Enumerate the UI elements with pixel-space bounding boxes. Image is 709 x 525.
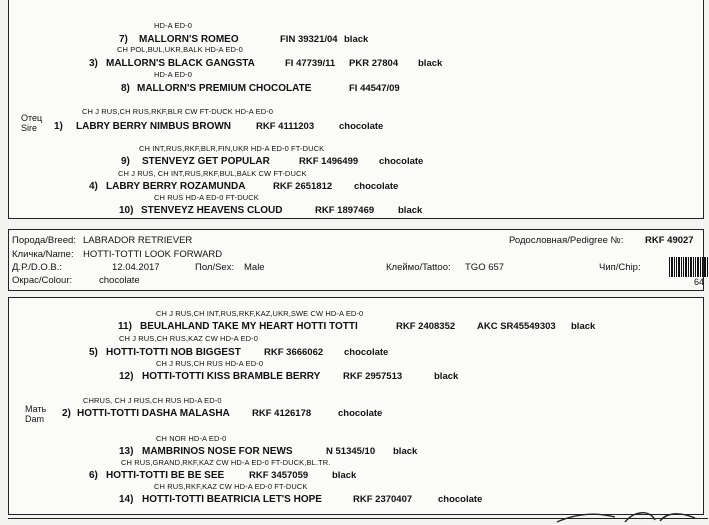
ancestor-14-reg: RKF 2370407 [353, 494, 413, 505]
ancestor-3-color: black [418, 58, 443, 69]
dam-label: Мать Dam [25, 404, 47, 424]
ancestor-11-color: black [571, 321, 596, 332]
ancestor-2-titles: CHRUS, CH J RUS,CH RUS HD-A ED-0 [83, 396, 222, 405]
ancestor-10-name: STENVEYZ HEAVENS CLOUD [141, 205, 283, 216]
name-label: Кличка/Name: [12, 249, 74, 260]
ancestor-2-num: 2) [62, 408, 71, 419]
colour-value: chocolate [99, 275, 140, 286]
ancestor-14-titles: CH RUS,RKF,KAZ CW HD-A ED-0 FT-DUCK [154, 482, 308, 491]
ancestor-1-name: LABRY BERRY NIMBUS BROWN [76, 121, 232, 132]
pedigree-label: Родословная/Pedigree №: [509, 235, 624, 246]
ancestor-12-num: 12) [119, 371, 134, 382]
ancestor-7-num: 7) [119, 34, 128, 45]
ancestor-6-titles: CH RUS,GRAND,RKF,KAZ CW HD-A ED-0 FT-DUCK,BL.TR. [121, 458, 331, 467]
ancestor-13-name: MAMBRINOS NOSE FOR NEWS [142, 446, 293, 457]
dob-value: 12.04.2017 [112, 262, 160, 273]
ancestor-13-reg: N 51345/10 [326, 446, 376, 457]
ancestor-10-num: 10) [119, 205, 134, 216]
ancestor-11-num: 11) [118, 321, 132, 332]
ancestor-6-num: 6) [89, 470, 98, 481]
ancestor-12-name: HOTTI-TOTTI KISS BRAMBLE BERRY [142, 371, 321, 382]
name-value: HOTTI-TOTTI LOOK FORWARD [83, 249, 223, 260]
dog-info-section [8, 229, 704, 291]
ancestor-7-titles: HD-A ED-0 [154, 21, 192, 30]
ancestor-6-color: black [332, 470, 357, 481]
ancestor-3-titles: CH POL,BUL,UKR,BALK HD-A ED-0 [117, 45, 243, 54]
pedigree-number: RKF 49027 [645, 235, 694, 246]
ancestor-4-titles: CH J RUS, CH INT,RUS,RKF,BUL,BALK CW FT-DUCK [118, 169, 307, 178]
ancestor-14-color: chocolate [438, 494, 483, 505]
ancestor-12-titles: CH J RUS,CH RUS HD-A ED-0 [156, 359, 264, 368]
ancestor-4-color: chocolate [354, 181, 399, 192]
ancestor-11-titles: CH J RUS,CH INT,RUS,RKF,KAZ,UKR,SWE CW HD-A ED-0 [156, 309, 364, 318]
ancestor-1-reg: RKF 4111203 [256, 121, 315, 132]
colour-label: Окрас/Colour: [12, 275, 73, 286]
ancestor-8-titles: HD-A ED-0 [154, 70, 192, 79]
ancestor-14-name: HOTTI-TOTTI BEATRICIA LET'S HOPE [142, 494, 322, 505]
ancestor-14-num: 14) [119, 494, 134, 505]
tattoo-label: Клеймо/Tattoo: [386, 262, 451, 273]
ancestor-11-name: BEULAHLAND TAKE MY HEART HOTTI TOTTI [140, 321, 358, 332]
ancestor-13-color: black [393, 446, 418, 457]
ancestor-9-num: 9) [121, 156, 130, 167]
breed-label: Порода/Breed: [12, 235, 76, 246]
ancestor-6-name: HOTTI-TOTTI BE BE SEE [106, 470, 225, 481]
ancestor-9-titles: CH INT,RUS,RKF,BLR,FIN,UKR HD-A ED-0 FT-DUCK [139, 144, 325, 153]
ancestor-6-reg: RKF 3457059 [249, 470, 309, 481]
dob-label: Д.Р./D.O.B.: [12, 262, 63, 273]
ancestor-7-reg: FIN 39321/04 [280, 34, 338, 45]
ancestor-5-name: HOTTI-TOTTI NOB BIGGEST [106, 347, 241, 358]
sex-label: Пол/Sex: [195, 262, 235, 273]
ancestor-4-reg: RKF 2651812 [273, 181, 333, 192]
ancestor-3-name: MALLORN'S BLACK GANGSTA [106, 58, 255, 69]
chip-number-partial: 64 [694, 277, 705, 287]
ancestor-8-name: MALLORN'S PREMIUM CHOCOLATE [137, 83, 312, 94]
ancestor-1-num: 1) [54, 121, 63, 132]
sex-value: Male [244, 262, 265, 273]
tattoo-value: TGO 657 [465, 262, 505, 273]
ancestor-7-name: MALLORN'S ROMEO [139, 34, 239, 45]
ancestor-4-num: 4) [89, 181, 98, 192]
dam-section [8, 297, 704, 515]
chip-label: Чип/Chip: [599, 262, 641, 273]
ancestor-1-color: chocolate [339, 121, 384, 132]
ancestor-3-reg: FI 47739/11 [285, 58, 336, 69]
chip-barcode-image [669, 257, 709, 277]
ancestor-2-name: HOTTI-TOTTI DASHA MALASHA [77, 408, 230, 419]
ancestor-8-num: 8) [121, 83, 130, 94]
ancestor-10-reg: RKF 1897469 [315, 205, 375, 216]
ancestor-7-color: black [344, 34, 369, 45]
ancestor-13-num: 13) [119, 446, 134, 457]
ancestor-9-name: STENVEYZ GET POPULAR [142, 156, 270, 167]
breed-value: LABRADOR RETRIEVER [83, 235, 193, 246]
ancestor-4-name: LABRY BERRY ROZAMUNDA [106, 181, 246, 192]
ancestor-3-extra: PKR 27804 [349, 58, 399, 69]
ancestor-12-color: black [434, 371, 459, 382]
ancestor-5-titles: CH J RUS,CH RUS,KAZ CW HD-A ED-0 [119, 334, 259, 343]
ancestor-11-extra: AKC SR45549303 [477, 321, 556, 332]
ancestor-5-num: 5) [89, 347, 98, 358]
ancestor-8-reg: FI 44547/09 [349, 83, 400, 94]
ancestor-1-titles: CH J RUS,CH RUS,RKF,BLR CW FT-DUCK HD-A ED-0 [82, 107, 274, 116]
ancestor-10-titles: CH RUS HD-A ED-0 FT-DUCK [154, 193, 259, 202]
ancestor-9-color: chocolate [379, 156, 424, 167]
signature-scribble [555, 508, 700, 524]
sire-section [8, 0, 704, 219]
ancestor-11-reg: RKF 2408352 [396, 321, 456, 332]
ancestor-3-num: 3) [89, 58, 98, 69]
ancestor-10-color: black [398, 205, 423, 216]
ancestor-2-color: chocolate [338, 408, 383, 419]
ancestor-2-reg: RKF 4126178 [252, 408, 312, 419]
ancestor-12-reg: RKF 2957513 [343, 371, 403, 382]
ancestor-13-titles: CH NOR HD-A ED-0 [156, 434, 227, 443]
sire-label: Отец Sire [21, 113, 43, 133]
ancestor-5-color: chocolate [344, 347, 389, 358]
ancestor-5-reg: RKF 3666062 [264, 347, 324, 358]
ancestor-9-reg: RKF 1496499 [299, 156, 359, 167]
